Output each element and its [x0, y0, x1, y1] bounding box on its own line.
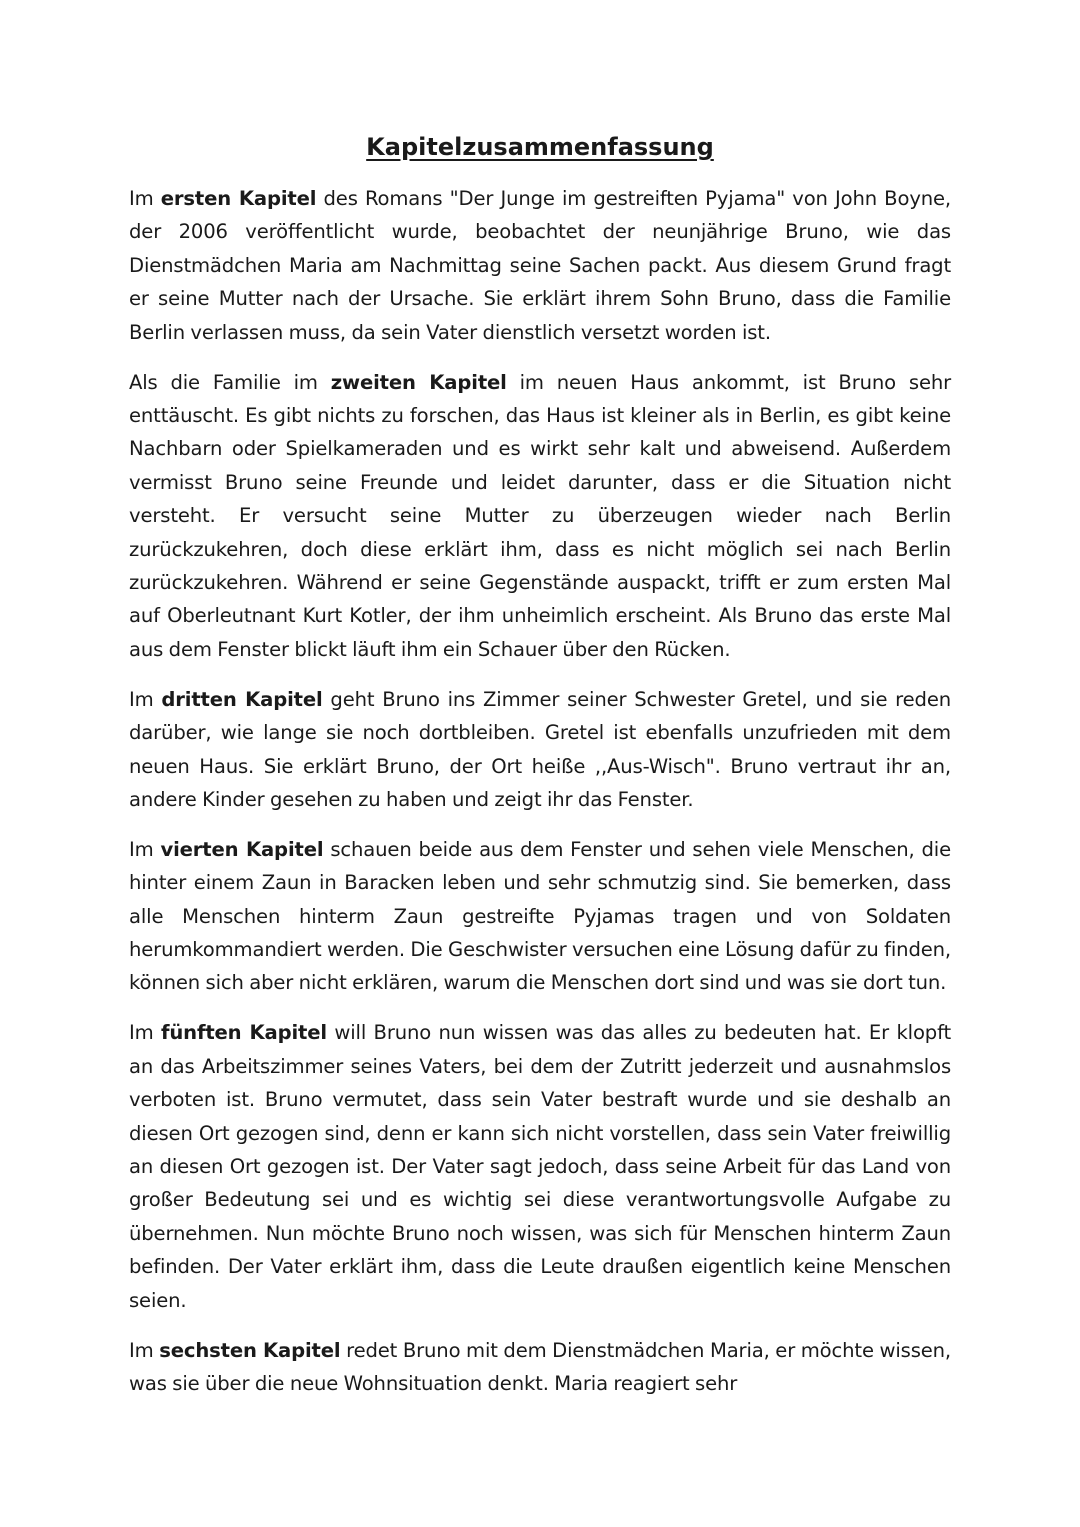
- chapter-label: zweiten Kapitel: [330, 370, 507, 394]
- paragraph-text: Als die Familie im: [129, 370, 331, 394]
- paragraph-text: Im: [129, 687, 162, 711]
- chapter-label: dritten Kapitel: [161, 687, 323, 711]
- chapter-label: vierten Kapitel: [160, 837, 324, 861]
- chapter-label: sechsten Kapitel: [159, 1338, 341, 1362]
- paragraph-chapter-3: [129, 683, 951, 817]
- paragraph-text: will Bruno nun wissen was das alles zu bedeuten hat. Er klopft an das Arbeitszimmer seines Vaters, bei dem der Zutritt jederzeit und ausnahmslos verboten ist. Bruno vermutet, dass sein Vater bestraft wurde und sie deshalb an diesen Ort gezogen sind, denn er kann sich nicht vorstellen, dass sein Vater freiwillig an diesen Ort gezogen ist. Der Vater sagt jedoch, dass seine Arbeit für das Land von großer Bedeutung sei und es wichtig sei diese verantwortungsvolle Aufgabe zu übernehmen. Nun möchte Bruno noch wissen, was sich für Menschen hinterm Zaun befinden. Der Vater erklärt ihm, dass die Leute draußen eigentlich keine Menschen seien.: [129, 1021, 952, 1312]
- chapter-label: fünften Kapitel: [160, 1021, 327, 1045]
- document-page: [129, 130, 951, 1400]
- paragraph-text: im neuen Haus ankommt, ist Bruno sehr enttäuscht. Es gibt nichts zu forschen, das Haus ist kleiner als in Berlin, es gibt keine Nachbarn oder Spielkameraden und es wirkt sehr kalt und abweisend. Außerdem vermisst Bruno seine Freunde und leidet darunter, dass er die Situation nicht versteht. Er versucht seine Mutter zu überzeugen wieder nach Berlin zurückzukehren, doch diese erklärt ihm, dass es nicht möglich sei nach Berlin zurückzukehren. Während er seine Gegenstände auspackt, trifft er zum ersten Mal auf Oberleutnant Kurt Kotler, der ihm unheimlich erscheint. Als Bruno das erste Mal aus dem Fenster blickt läuft ihm ein Schauer über den Rücken.: [129, 370, 952, 661]
- paragraph-chapter-6: [129, 1334, 951, 1401]
- paragraph-text: Im: [129, 837, 161, 861]
- document-title: Kapitelzusammenfassung: [366, 133, 714, 161]
- paragraph-text: des Romans "Der Junge im gestreiften Pyjama" von John Boyne, der 2006 veröffentlicht wurde, beobachtet der neunjährige Bruno, wie das Dienstmädchen Maria am Nachmittag seine Sachen packt. Aus diesem Grund fragt er seine Mutter nach der Ursache. Sie erklärt ihrem Sohn Bruno, dass die Familie Berlin verlassen muss, da sein Vater dienstlich versetzt worden ist.: [129, 187, 952, 344]
- chapter-label: ersten Kapitel: [160, 187, 317, 210]
- paragraph-text: schauen beide aus dem Fenster und sehen viele Menschen, die hinter einem Zaun in Baracken leben und sehr schmutzig sind. Sie bemerken, dass alle Menschen hinterm Zaun gestreifte Pyjamas tragen und von Soldaten herumkommandiert werden. Die Geschwister versuchen eine Lösung dafür zu finden, können sich aber nicht erklären, warum die Menschen dort sind und was sie dort tun.: [129, 837, 951, 995]
- paragraph-text: Im: [129, 1338, 160, 1362]
- paragraph-chapter-5: [129, 1016, 951, 1317]
- paragraph-chapter-2: [129, 366, 951, 667]
- paragraph-chapter-4: [129, 833, 951, 1000]
- paragraph-text: redet Bruno mit dem Dienstmädchen Maria, er möchte wissen, was sie über die neue Wohnsituation denkt. Maria reagiert sehr: [129, 1338, 952, 1395]
- paragraph-text: geht Bruno ins Zimmer seiner Schwester Gretel, und sie reden darüber, wie lange sie noch dortbleiben. Gretel ist ebenfalls unzufrieden mit dem neuen Haus. Sie erklärt Bruno, der Ort heiße ,,Aus-Wisch". Bruno vertraut ihr an, andere Kinder gesehen zu haben und zeigt ihr das Fenster.: [129, 687, 951, 811]
- paragraph-text: Im: [129, 1021, 161, 1045]
- paragraph-text: Im: [129, 187, 161, 210]
- paragraph-chapter-1: [129, 182, 951, 349]
